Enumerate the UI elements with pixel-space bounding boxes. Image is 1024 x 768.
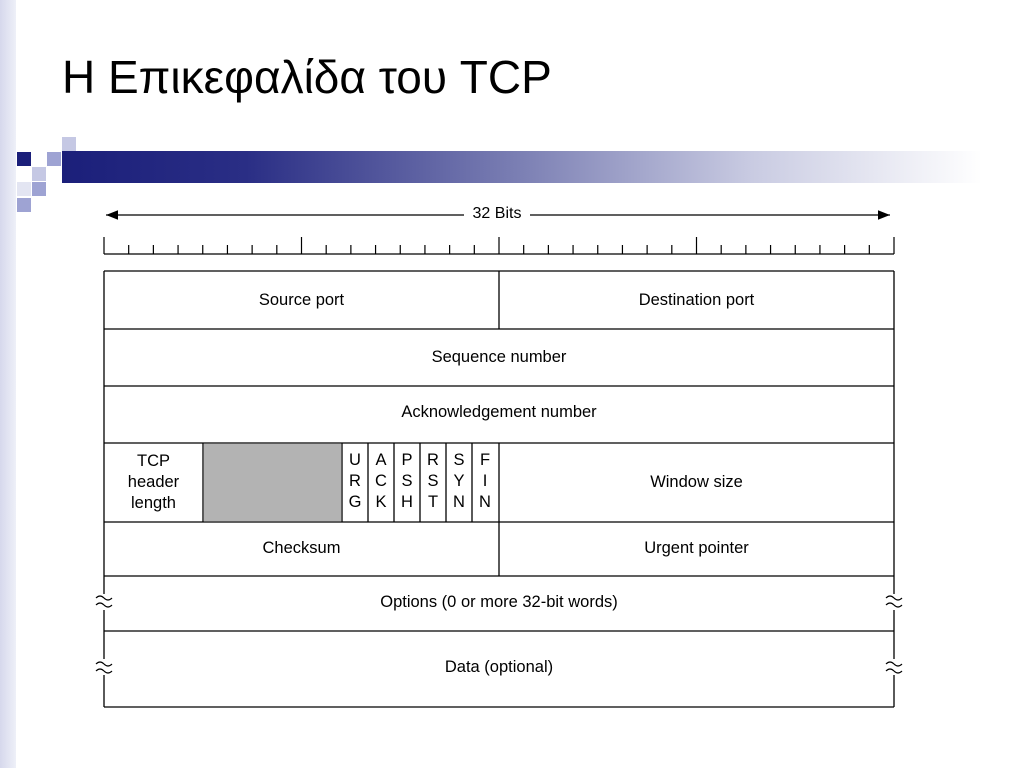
header-length-line: TCP xyxy=(137,452,170,470)
flag-letter: C xyxy=(375,472,387,490)
flag-letter: U xyxy=(349,451,361,469)
field-urgent-pointer: Urgent pointer xyxy=(644,538,749,557)
flag-letter: N xyxy=(479,493,491,511)
bits-width-label: 32 Bits xyxy=(466,205,528,223)
field-data: Data (optional) xyxy=(444,657,554,676)
bit-ruler xyxy=(104,237,894,254)
field-destination-port: Destination port xyxy=(638,290,755,309)
field-source-port: Source port xyxy=(258,290,345,309)
flag-urg xyxy=(342,450,368,513)
flag-letter: R xyxy=(427,451,439,469)
flag-psh xyxy=(394,450,420,513)
flag-letter: S xyxy=(453,451,465,469)
field-checksum: Checksum xyxy=(262,538,341,557)
flag-letter: T xyxy=(427,493,439,511)
flag-letter: S xyxy=(401,472,413,490)
flag-letter: N xyxy=(453,493,465,511)
flag-fin xyxy=(472,450,498,513)
flag-letter: G xyxy=(348,493,362,511)
flag-letter: Y xyxy=(453,472,465,490)
field-sequence-number: Sequence number xyxy=(431,348,567,366)
flag-letter: K xyxy=(375,493,387,511)
reserved-field xyxy=(204,444,342,522)
flag-letter: S xyxy=(427,472,439,490)
field-acknowledgement-number: Acknowledgement number xyxy=(401,402,597,421)
header-length-line: length xyxy=(131,494,176,512)
flag-syn xyxy=(446,450,472,513)
flag-rst xyxy=(420,450,446,513)
flag-letter: P xyxy=(401,451,413,469)
field-tcp-header-length xyxy=(104,443,203,522)
flag-letter: R xyxy=(349,472,361,490)
field-window-size: Window size xyxy=(650,473,743,491)
flag-ack xyxy=(368,450,394,513)
field-options: Options (0 or more 32-bit words) xyxy=(380,593,618,611)
flag-letter: F xyxy=(479,451,491,469)
flag-letter: I xyxy=(482,472,488,490)
header-length-line: header xyxy=(127,473,180,491)
slide-title: Η Επικεφαλίδα του TCP xyxy=(62,51,552,103)
flag-letter: A xyxy=(375,451,387,469)
flag-letter: H xyxy=(401,493,413,511)
